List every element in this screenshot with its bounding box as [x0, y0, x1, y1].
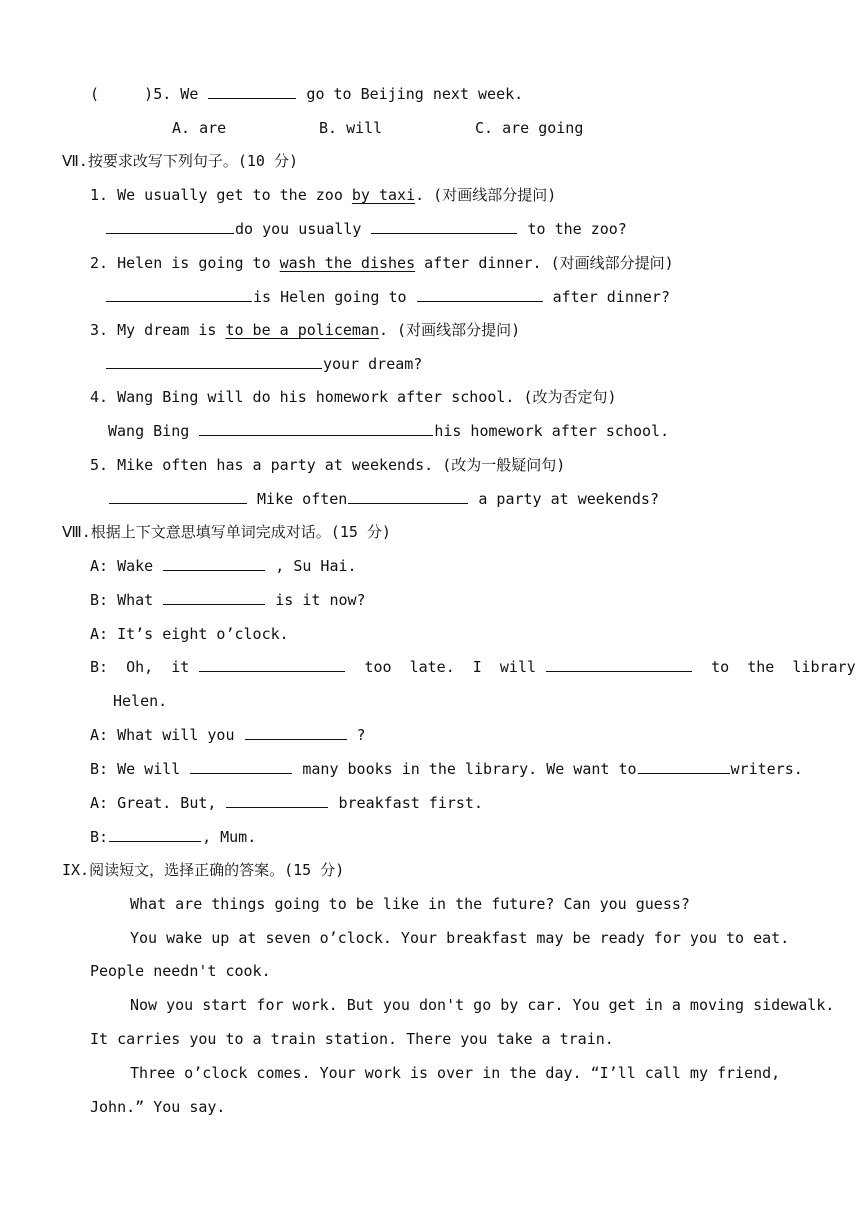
section-7-title: Ⅶ.按要求改写下列句子。(10 分): [62, 152, 298, 170]
s7-item-3-num: 3.: [90, 321, 118, 339]
s7-item-5-num: 5.: [90, 456, 118, 474]
s7-item-5-text: Mike often has a party at weekends. (改为一般疑问句): [117, 456, 566, 474]
s7-item-2-pre: Helen is going to: [117, 254, 280, 272]
dialog-line-4: [90, 657, 856, 677]
s7-item-1-pre: We usually get to the zoo: [117, 186, 352, 204]
s7-item-5-answer: [108, 489, 659, 509]
s7-item-2-post: after dinner. (对画线部分提问): [415, 254, 674, 272]
dialog-line-2-b: is it now?: [266, 591, 366, 609]
dialog-line-1: [90, 556, 357, 576]
dialog-line-6: [90, 725, 366, 745]
q5-option-c: C. are going: [475, 119, 584, 137]
dialog-line-6-a: A: What will you: [90, 726, 244, 744]
dialog-line-2-blank[interactable]: [163, 590, 265, 605]
s7-item-3-answer: [105, 354, 422, 374]
s7-item-2-answer: [105, 287, 670, 307]
s7-item-4-answer-a: his homework after school.: [434, 422, 670, 440]
dialog-line-8: [90, 793, 483, 813]
passage-line-1: What are things going to be like in the future? Can you guess?: [130, 895, 690, 913]
dialog-line-1-a: A: Wake: [90, 557, 163, 575]
s7-item-3-answer-a: your dream?: [323, 355, 423, 373]
s7-item-2-blank-2[interactable]: [417, 287, 543, 302]
q5-option-b: B. will: [319, 119, 383, 137]
dialog-line-4-blank-1[interactable]: [199, 657, 345, 672]
s7-item-4-answer-pre: Wang Bing: [108, 422, 199, 440]
passage-line-6: Three o’clock comes. Your work is over in the day. “I’ll call my friend,: [130, 1064, 781, 1082]
s7-item-1-blank-1[interactable]: [106, 219, 234, 234]
s7-item-1-answer-a: do you usually: [235, 220, 371, 238]
s7-item-4-num: 4.: [90, 388, 118, 406]
dialog-line-8-b: breakfast first.: [329, 794, 483, 812]
dialog-line-9-blank[interactable]: [109, 827, 201, 842]
s7-item-1-num: 1.: [90, 186, 118, 204]
dialog-line-7-blank-2[interactable]: [638, 759, 730, 774]
dialog-line-4-c: to the library: [693, 658, 856, 676]
dialog-line-4-a: B: Oh, it: [90, 658, 199, 676]
dialog-line-8-blank[interactable]: [226, 793, 328, 808]
s7-item-5-blank-2[interactable]: [348, 489, 468, 504]
s7-item-5: [90, 455, 565, 475]
dialog-line-7-b: many books in the library. We want to: [293, 760, 637, 778]
s7-item-2-blank-1[interactable]: [106, 287, 252, 302]
dialog-line-9-a: B:: [90, 828, 109, 846]
question-5: [90, 84, 523, 104]
dialog-line-9: [90, 827, 256, 847]
s7-item-5-blank-1[interactable]: [109, 489, 247, 504]
dialog-line-7-blank-1[interactable]: [190, 759, 292, 774]
section-9-title: IX.阅读短文，选择正确的答案。(15 分): [62, 861, 345, 879]
q5-option-a: A. are: [172, 119, 227, 137]
dialog-line-3: A: It’s eight o’clock.: [90, 625, 289, 643]
passage-line-5: It carries you to a train station. There you take a train.: [90, 1030, 614, 1048]
s7-item-1-answer: [105, 219, 627, 239]
s7-item-1-underlined: by taxi: [351, 186, 416, 204]
s7-item-1-post: . (对画线部分提问): [415, 186, 557, 204]
s7-item-3-post: . (对画线部分提问): [379, 321, 521, 339]
s7-item-4: [90, 387, 617, 407]
dialog-line-8-a: A: Great. But,: [90, 794, 226, 812]
s7-item-4-answer: [108, 421, 669, 441]
s7-item-3: [90, 320, 520, 340]
q5-suffix: go to Beijing next week.: [297, 85, 524, 103]
dialog-line-2-a: B: What: [90, 591, 163, 609]
q5-prefix: ( )5. We: [90, 85, 208, 103]
s7-item-2: [90, 253, 674, 273]
dialog-line-4-b: too late. I will: [346, 658, 546, 676]
passage-line-3: People needn't cook.: [90, 962, 271, 980]
s7-item-5-answer-b: a party at weekends?: [469, 490, 659, 508]
dialog-line-2: [90, 590, 366, 610]
s7-item-3-blank-1[interactable]: [106, 354, 322, 369]
dialog-line-5: Helen.: [113, 692, 168, 710]
s7-item-1-blank-2[interactable]: [371, 219, 517, 234]
s7-item-4-blank-1[interactable]: [199, 421, 433, 436]
q5-blank[interactable]: [208, 84, 296, 99]
section-8-title: Ⅷ.根据上下文意思填写单词完成对话。(15 分): [62, 523, 391, 541]
s7-item-3-underlined: to be a policeman: [225, 321, 379, 339]
dialog-line-1-b: , Su Hai.: [266, 557, 357, 575]
passage-line-4: Now you start for work. But you don't go by car. You get in a moving sidewalk.: [130, 996, 835, 1014]
s7-item-2-num: 2.: [90, 254, 118, 272]
dialog-line-7-c: writers.: [730, 760, 803, 778]
passage-line-2: You wake up at seven o’clock. Your breakfast may be ready for you to eat.: [130, 929, 790, 947]
s7-item-2-underlined: wash the dishes: [279, 254, 416, 272]
s7-item-2-answer-a: is Helen going to: [253, 288, 416, 306]
dialog-line-6-blank[interactable]: [245, 725, 347, 740]
dialog-line-9-b: , Mum.: [202, 828, 257, 846]
dialog-line-7: [90, 759, 803, 779]
s7-item-4-text: Wang Bing will do his homework after school. (改为否定句): [117, 388, 617, 406]
s7-item-5-answer-a: Mike often: [248, 490, 348, 508]
dialog-line-6-b: ?: [347, 726, 366, 744]
dialog-line-4-blank-2[interactable]: [546, 657, 692, 672]
s7-item-3-pre: My dream is: [117, 321, 226, 339]
dialog-line-1-blank[interactable]: [163, 556, 265, 571]
s7-item-1-answer-b: to the zoo?: [518, 220, 627, 238]
passage-line-7: John.” You say.: [90, 1098, 226, 1116]
s7-item-2-answer-b: after dinner?: [543, 288, 670, 306]
dialog-line-7-a: B: We will: [90, 760, 190, 778]
s7-item-1: [90, 185, 556, 205]
